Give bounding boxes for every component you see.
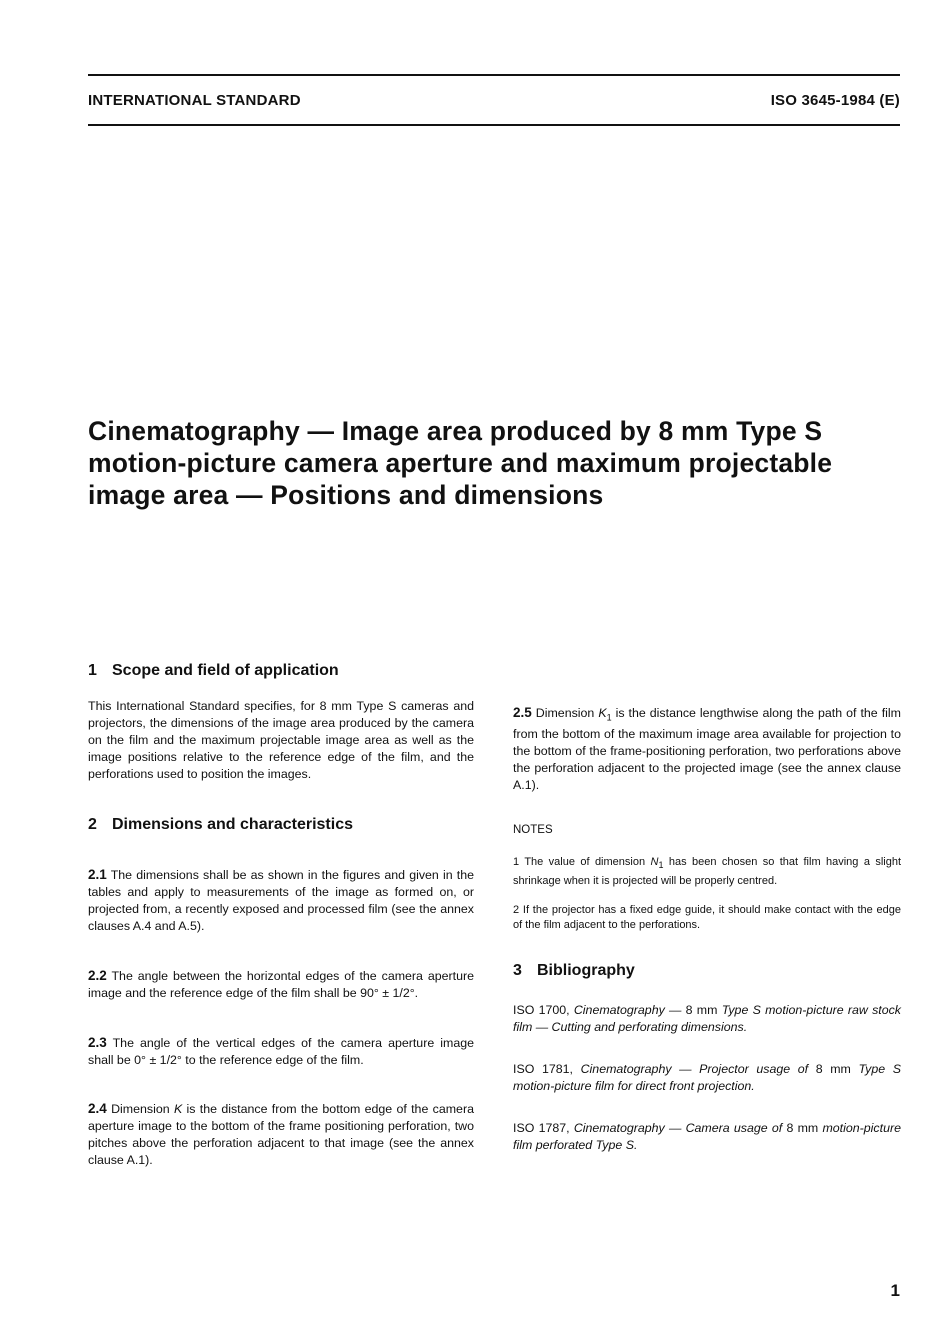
- bibliography-entry: [513, 1061, 901, 1095]
- clause-number: 2.5: [513, 705, 532, 720]
- section-3-heading: [513, 962, 901, 979]
- clause-text-start: Dimension: [535, 706, 595, 720]
- bibliography-entry: [513, 1120, 901, 1154]
- reference-title: Cinematography — Camera usage of: [573, 1120, 783, 1135]
- document-type-label: INTERNATIONAL STANDARD: [88, 92, 301, 109]
- reference-title-cont: motion-picture film perforated Type S.: [513, 1120, 901, 1152]
- note-text-end: has been chosen so that film having a slight shrinkage when it is projected will be properly centred.: [513, 856, 902, 887]
- variable-subscript: 1: [658, 860, 664, 871]
- dimension-variable: N: [650, 856, 659, 869]
- clause-2-5: [513, 704, 901, 794]
- reference-code: ISO 1787,: [513, 1120, 570, 1135]
- note-2: [513, 903, 901, 933]
- section-2-heading: [88, 816, 474, 833]
- clause-text-start: Dimension: [111, 1102, 170, 1116]
- header-rule-top: [88, 74, 900, 76]
- clause-number: 2.1: [88, 867, 107, 882]
- clause-text: The dimensions shall be as shown in the figures and given in the tables and apply to measurements of the image as formed on, or projected from, a recently exposed and processed film (see the annex clauses A.4 and A.5).: [88, 868, 474, 933]
- section-title: Scope and field of application: [112, 662, 339, 679]
- bibliography-entry: [513, 1002, 901, 1036]
- section-number: 2: [88, 816, 97, 833]
- section-number: 3: [513, 961, 522, 979]
- note-number: 1: [513, 856, 520, 869]
- document-title: Cinematography — Image area produced by 8 mm Type S motion-picture camera aperture and maximum projectable image area — Positions and dimensions: [88, 416, 833, 510]
- reference-size: 8 mm: [815, 1061, 851, 1076]
- clause-2-2: [88, 967, 474, 1002]
- reference-size: 8 mm: [786, 1120, 819, 1135]
- section-1-text: This International Standard specifies, for 8 mm Type S cameras and projectors, the dimensions of the image area produced by the camera on the film and the maximum projectable image area as well as the image positions relative to the reference edge of the film, and the perforations used to position the images.: [88, 699, 474, 781]
- clause-2-3: [88, 1034, 474, 1069]
- page-number: 1: [890, 1281, 900, 1300]
- clause-text: The angle of the vertical edges of the camera aperture image shall be 0° ± 1/2° to the reference edge of the film.: [88, 1036, 475, 1067]
- section-number: 1: [88, 662, 97, 679]
- notes-label: NOTES: [513, 824, 553, 837]
- clause-text: The angle between the horizontal edges of the camera aperture image and the reference edge of the film shall be 90° ± 1/2°.: [88, 969, 475, 1000]
- header-rule-bottom: [88, 124, 900, 126]
- clause-number: 2.4: [88, 1101, 107, 1116]
- standard-number: ISO 3645-1984 (E): [770, 92, 900, 109]
- clause-text-end: is the distance from the bottom edge of the camera aperture image to the bottom of the frame positioning perforation, two pitches above the perforation adjacent to that image (see the annex clause A.1).: [88, 1102, 474, 1167]
- section-1-heading: [88, 662, 474, 679]
- right-column: [513, 662, 901, 1154]
- clause-2-1: [88, 866, 474, 935]
- variable-subscript: 1: [606, 712, 612, 723]
- reference-title: Cinematography — Projector usage of: [580, 1061, 809, 1076]
- reference-title-cont: Type S motion-picture film for direct front projection.: [513, 1061, 901, 1093]
- dimension-variable: K: [598, 706, 607, 720]
- clause-text-end: is the distance lengthwise along the path of the film from the bottom of the maximum image area available for projection to the bottom of the frame-positioning perforation, two perforations above the perforation adjacent to the projected image (see the annex clause A.1).: [513, 706, 901, 793]
- note-text-start: The value of dimension: [524, 856, 646, 869]
- reference-code: ISO 1781,: [513, 1061, 573, 1076]
- left-column: [88, 662, 474, 1169]
- note-text: If the projector has a fixed edge guide, it should make contact with the edge of the film adjacent to the perforations.: [513, 903, 901, 931]
- clause-number: 2.2: [88, 968, 107, 983]
- reference-title-cont: Type S motion-picture raw stock film — Cutting and perforating dimensions.: [513, 1002, 901, 1034]
- note-number: 2: [513, 903, 520, 916]
- reference-size: 8 mm: [685, 1002, 718, 1017]
- clause-number: 2.3: [88, 1035, 107, 1050]
- section-title: Dimensions and characteristics: [112, 816, 353, 833]
- section-title: Bibliography: [537, 961, 635, 979]
- dimension-variable: K: [173, 1102, 183, 1116]
- reference-title: Cinematography —: [573, 1002, 682, 1017]
- clause-2-4: [88, 1100, 474, 1169]
- note-1: [513, 855, 901, 888]
- reference-code: ISO 1700,: [513, 1002, 570, 1017]
